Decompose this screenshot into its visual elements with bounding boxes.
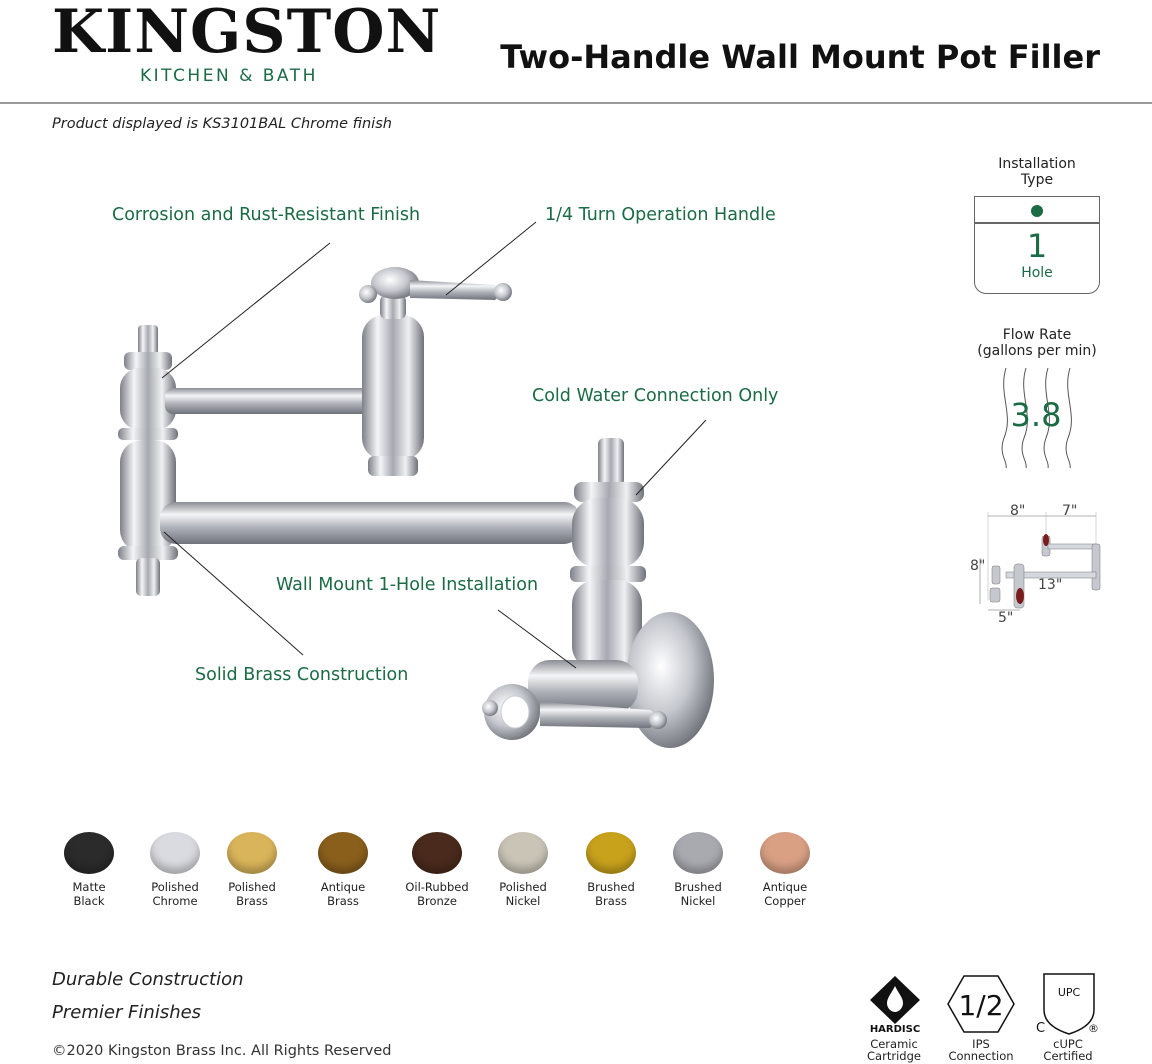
finish-label-line1: Brushed (674, 880, 722, 894)
callout-cold-water: Cold Water Connection Only (532, 386, 779, 406)
ips-mark: 1/2 (958, 989, 1004, 1022)
finish-label-line2: Brass (327, 894, 359, 908)
copyright: ©2020 Kingston Brass Inc. All Rights Reserved (52, 1043, 392, 1059)
cupc-registered: ® (1088, 1022, 1099, 1035)
finish-label (44, 880, 134, 908)
finish-color-disc (412, 832, 462, 874)
flow-rate-value: 3.8 (1010, 396, 1062, 434)
cupc-c: C (1036, 1021, 1046, 1036)
tagline-finishes: Premier Finishes (52, 1002, 202, 1023)
dim-label-1: 8" (1010, 503, 1026, 519)
finish-swatch (740, 832, 830, 908)
page-title: Two-Handle Wall Mount Pot Filler (500, 38, 1100, 76)
finish-label-line2: Chrome (152, 894, 198, 908)
cupc-label-line2: Certified (1043, 1049, 1093, 1063)
finish-label-line1: Antique (762, 880, 808, 894)
finish-label (298, 880, 388, 908)
finish-color-disc (498, 832, 548, 874)
callout-wall-mount: Wall Mount 1-Hole Installation (276, 575, 539, 595)
finish-label-line1: Polished (228, 880, 276, 894)
finish-label-line1: Antique (320, 880, 366, 894)
finish-swatch (478, 832, 568, 908)
cupc-mark: UPC (1057, 986, 1081, 999)
finish-swatch (653, 832, 743, 908)
dim-label-5: 5" (998, 610, 1014, 626)
finish-label (740, 880, 830, 908)
finish-color-disc (586, 832, 636, 874)
leader-cold (636, 420, 706, 495)
left-collar-mid (118, 428, 178, 440)
finish-label-line1: Polished (499, 880, 547, 894)
lower-handle-tip (649, 711, 667, 729)
finish-label-line2: Bronze (417, 894, 457, 908)
finish-label-line2: Brass (595, 894, 627, 908)
lower-handle-cap (482, 700, 498, 716)
finish-swatch (392, 832, 482, 908)
finish-label-line2: Brass (236, 894, 268, 908)
finish-label (653, 880, 743, 908)
spout-aerator (368, 456, 418, 476)
finish-swatch (207, 832, 297, 908)
callout-solid-brass: Solid Brass Construction (195, 665, 409, 685)
spout-body (362, 315, 424, 460)
lower-arm (160, 502, 580, 544)
finish-label-line2: Black (73, 894, 105, 908)
ips-label-line2: Connection (948, 1049, 1014, 1063)
left-collar-bottom (118, 546, 178, 560)
installation-unit: Hole (1021, 265, 1053, 281)
finish-color-disc (227, 832, 277, 874)
lower-handle-porcelain (501, 696, 529, 728)
installation-type-label (974, 156, 1100, 188)
hardisc-icon (866, 972, 924, 1034)
dim-label-2: 7" (1062, 503, 1078, 519)
upper-handle-tip (494, 283, 512, 301)
hole-dot-icon (1031, 205, 1043, 217)
finish-label-line1: Polished (151, 880, 199, 894)
cupc-label-line1: cUPC (1053, 1037, 1083, 1051)
finish-color-disc (760, 832, 810, 874)
finish-color-disc (673, 832, 723, 874)
brand-logo: KINGSTON (52, 0, 442, 67)
left-finial (138, 325, 158, 355)
leader-handle (446, 222, 536, 295)
hardisc-label (858, 1038, 930, 1062)
callout-finish: Corrosion and Rust-Resistant Finish (112, 205, 421, 225)
callout-handle: 1/4 Turn Operation Handle (545, 205, 776, 225)
dim-label-3: 8" (970, 558, 986, 574)
finish-label-line1: Oil-Rubbed (405, 880, 469, 894)
flow-rate-label-line1: Flow Rate (1002, 327, 1072, 343)
tagline-durable: Durable Construction (52, 969, 244, 990)
brand-subtitle: KITCHEN & BATH (140, 66, 318, 86)
finish-color-disc (150, 832, 200, 874)
display-note: Product displayed is KS3101BAL Chrome finish (52, 116, 392, 132)
finish-swatch (566, 832, 656, 908)
dimension-diagram (966, 500, 1106, 630)
finish-color-disc (318, 832, 368, 874)
right-finial (598, 438, 624, 486)
finish-label (207, 880, 297, 908)
cupc-icon (1034, 970, 1104, 1038)
left-bottom-finial (136, 558, 160, 596)
installation-value: 1 (1026, 227, 1048, 265)
leader-mount (498, 610, 576, 668)
installation-type-badge (974, 196, 1100, 294)
ips-icon (946, 972, 1016, 1036)
ips-label (944, 1038, 1018, 1062)
upper-arm (165, 388, 370, 414)
hardisc-label-line1: Ceramic (870, 1037, 918, 1051)
finish-label (478, 880, 568, 908)
flow-rate-label-line2: (gallons per min) (977, 343, 1097, 359)
ips-label-line1: IPS (972, 1037, 990, 1051)
installation-label-line1: Installation (998, 156, 1076, 172)
flow-rate-label (964, 327, 1110, 359)
finish-label-line2: Copper (764, 894, 806, 908)
finish-label-line1: Matte (72, 880, 106, 894)
dim-label-4: 13" (1038, 577, 1063, 593)
finish-swatch (298, 832, 388, 908)
installation-label-line2: Type (1020, 172, 1054, 188)
finish-label (566, 880, 656, 908)
finish-label (392, 880, 482, 908)
finish-color-disc (64, 832, 114, 874)
finish-label-line2: Nickel (505, 894, 541, 908)
right-body-upper (572, 498, 644, 568)
hardisc-label-line2: Cartridge (867, 1049, 921, 1063)
cupc-label (1032, 1038, 1104, 1062)
leader-finish (162, 243, 330, 378)
left-collar-top (124, 352, 172, 370)
hardisc-wordmark: HARDISC (869, 1024, 921, 1034)
upper-handle-cap (359, 285, 377, 303)
right-collar-mid (570, 566, 646, 582)
upper-handle-lever (410, 280, 500, 300)
finish-label-line1: Brushed (587, 880, 635, 894)
finish-label-line2: Nickel (680, 894, 716, 908)
finish-swatch (44, 832, 134, 908)
